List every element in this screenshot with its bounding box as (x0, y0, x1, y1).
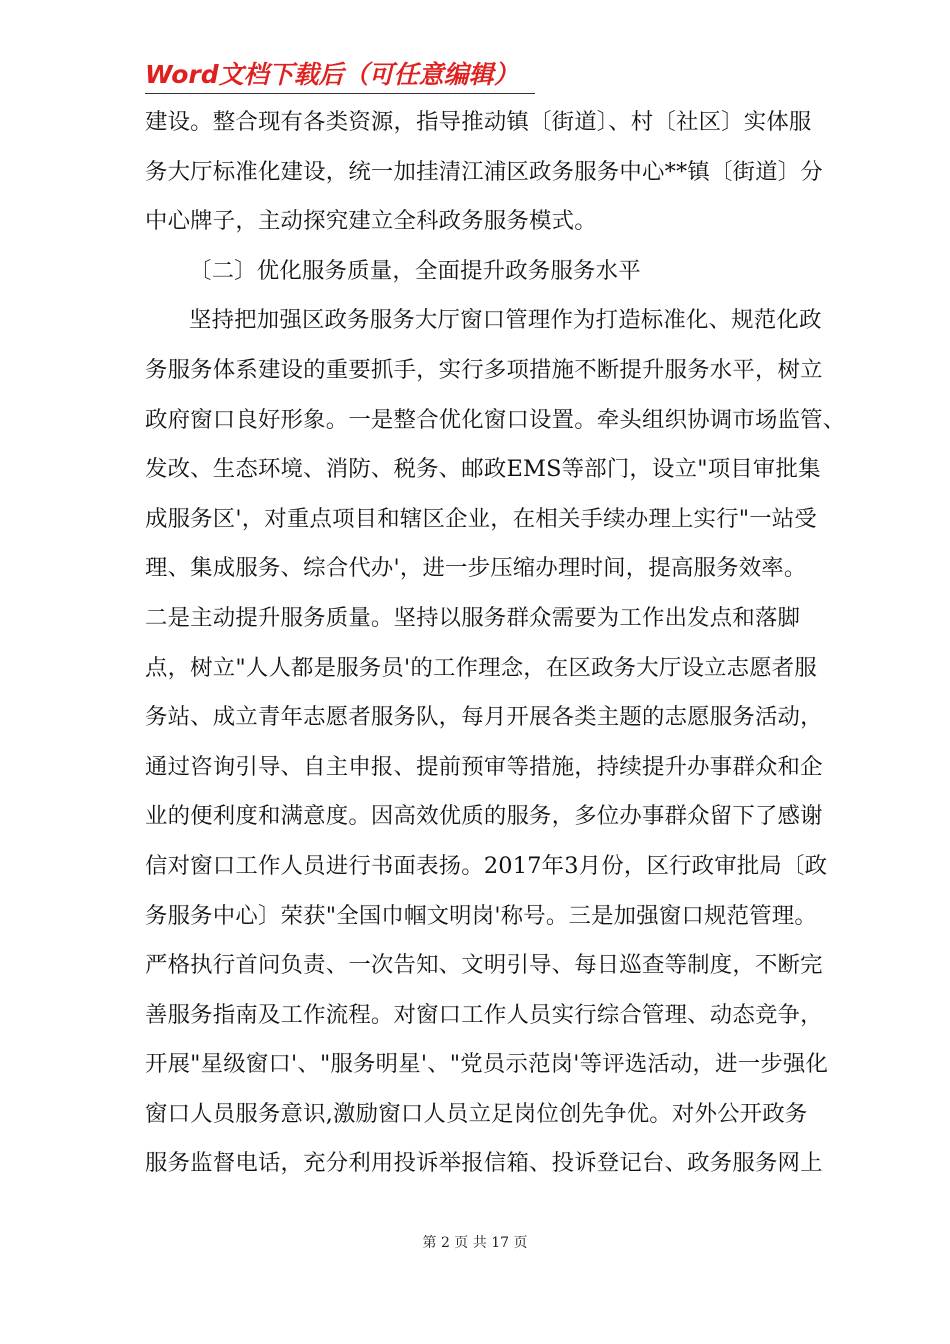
header-title: Word文档下载后（可任意编辑） (145, 60, 519, 89)
document-header (145, 56, 545, 96)
body-line: 二是主动提升服务质量。坚持以服务群众需要为工作出发点和落脚 (145, 604, 801, 631)
body-line: 发改、生态环境、消防、税务、邮政EMS等部门，设立"项目审批集 (145, 456, 821, 483)
body-line: 信对窗口工作人员进行书面表扬。2017年3月份，区行政审批局〔政 (145, 852, 828, 879)
page-number: 第 2 页 共 17 页 (422, 1235, 528, 1251)
body-line: 善服务指南及工作流程。对窗口工作人员实行综合管理、动态竞争， (145, 1001, 823, 1028)
document-body (145, 98, 846, 1189)
body-line: 服务监督电话，充分利用投诉举报信箱、投诉登记台、政务服务网上 (145, 1150, 823, 1177)
section-heading: 〔二〕优化服务质量，全面提升政务服务水平 (189, 257, 641, 284)
body-line: 开展"星级窗口'、"服务明星'、"党员示范岗'等评选活动，进一步强化 (145, 1051, 829, 1078)
body-line: 点，树立"人人都是服务员'的工作理念，在区政务大厅设立志愿者服 (145, 654, 817, 681)
body-line: 务站、成立青年志愿者服务队，每月开展各类主题的志愿服务活动， (145, 704, 823, 731)
body-line: 务大厅标准化建设，统一加挂清江浦区政务服务中心**镇〔街道〕分 (145, 158, 823, 185)
body-line: 政府窗口良好形象。一是整合优化窗口设置。牵头组织协调市场监管、 (145, 406, 846, 433)
body-line: 务服务中心〕荣获"全国巾帼文明岗'称号。三是加强窗口规范管理。 (145, 902, 817, 929)
header-divider (145, 93, 535, 94)
body-line: 业的便利度和满意度。因高效优质的服务，多位办事群众留下了感谢 (145, 803, 823, 830)
body-line: 建设。整合现有各类资源，指导推动镇〔街道〕、村〔社区〕实体服 (145, 109, 812, 135)
body-line: 中心牌子，主动探究建立全科政务服务模式。 (145, 208, 597, 235)
body-line: 成服务区'，对重点项目和辖区企业，在相关手续办理上实行"一站受 (145, 505, 817, 532)
body-line: 窗口人员服务意识,激励窗口人员立足岗位创先争优。对外公开政务 (145, 1100, 808, 1127)
body-line: 理、集成服务、综合代办'，进一步压缩办理时间，提高服务效率。 (145, 555, 807, 582)
body-line: 通过咨询引导、自主申报、提前预审等措施，持续提升办事群众和企 (145, 753, 823, 780)
body-line: 坚持把加强区政务服务大厅窗口管理作为打造标准化、规范化政 (189, 307, 822, 334)
body-line: 严格执行首问负责、一次告知、文明引导、每日巡查等制度，不断完 (145, 952, 823, 979)
body-line: 务服务体系建设的重要抓手，实行多项措施不断提升服务水平，树立 (145, 356, 823, 383)
